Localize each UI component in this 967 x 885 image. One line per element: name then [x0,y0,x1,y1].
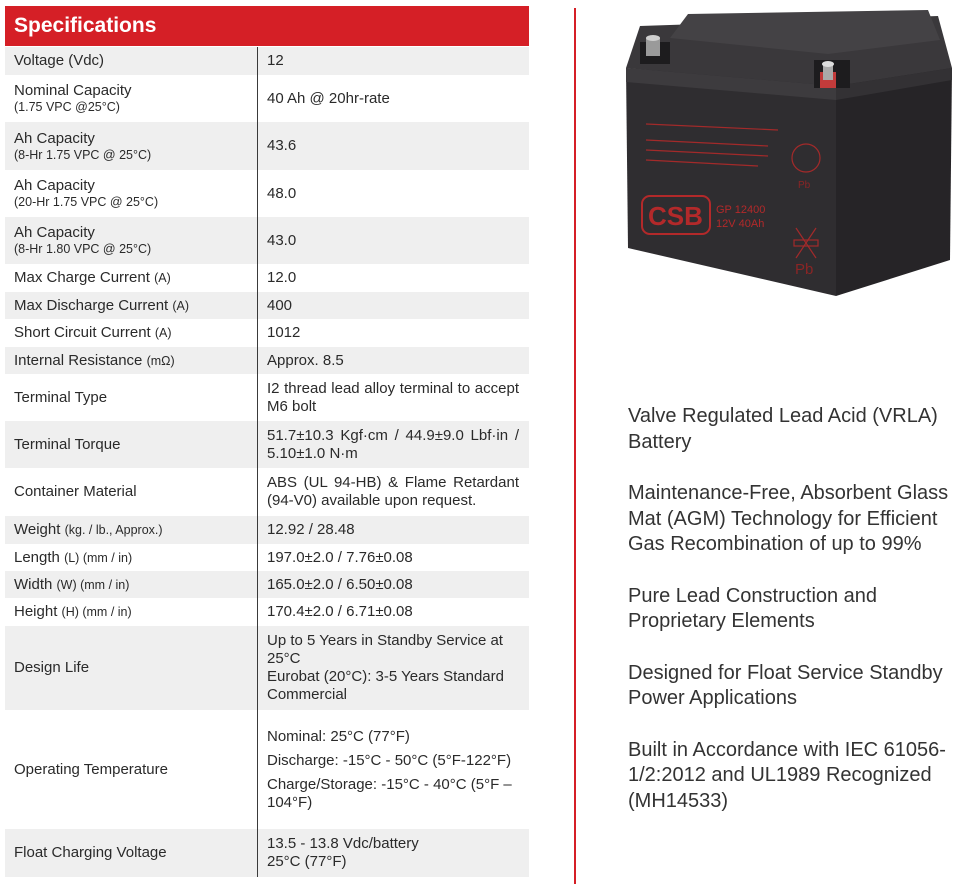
spec-row [5,374,529,421]
spec-row [5,421,529,468]
battery-image [618,8,958,298]
spec-row [5,626,529,710]
battery-model-text: GP 12400 [716,204,766,216]
spec-row [5,292,529,319]
spec-label [14,521,257,539]
spec-value: 40 Ah @ 20hr-rate [267,89,390,107]
spec-label-cell [5,544,257,571]
battery-side-face [836,68,952,296]
spec-value-cell [257,319,529,347]
spec-value-cell [257,626,529,710]
spec-label-text: Ah Capacity [14,177,95,194]
spec-label-cell [5,626,257,710]
spec-label-cell [5,374,257,421]
spec-row [5,516,529,544]
spec-value-cell [257,829,529,877]
spec-value-cell [257,516,529,544]
spec-label [14,761,257,779]
spec-label-text: Max Charge Current [14,269,150,286]
spec-value: 165.0±2.0 / 6.50±0.08 [267,575,413,593]
feature-list [628,404,958,840]
feature-item: Maintenance-Free, Absorbent Glass Mat (AGM) Technology for Efficient Gas Recombination of up to 99% [628,482,949,555]
spec-label [14,603,257,621]
spec-value: 1012 [267,324,301,341]
spec-label [14,269,257,287]
spec-label [14,130,257,148]
spec-row [5,710,529,829]
spec-value-cell [257,75,529,122]
spec-label-cell [5,75,257,122]
spec-row [5,122,529,170]
spec-label [14,659,257,677]
spec-label [14,483,257,501]
spec-label-text: Voltage (Vdc) [14,52,105,69]
spec-value: 12.92 / 28.48 [267,521,355,538]
spec-unit: (L) (mm / in) [64,550,133,565]
spec-value-cell [257,264,529,292]
spec-label [14,576,257,594]
spec-label-text: Width [14,575,53,593]
csb-logo-text: CSB [648,201,703,231]
vertical-divider [574,8,576,884]
spec-value: I2 thread lead alloy terminal to accept M6 bolt [267,379,519,415]
spec-unit: (A) [154,326,172,340]
spec-value: 197.0±2.0 / 7.76±0.08 [267,548,413,566]
spec-value-cell [257,571,529,598]
specifications-table [5,47,529,877]
battery-pb-large: Pb [795,261,814,278]
spec-value: 12 [267,52,284,69]
spec-label-text: Ah Capacity [14,129,95,147]
spec-value: 48.0 [267,184,297,202]
spec-sublabel: (1.75 VPC @25°C) [14,100,120,114]
spec-label [14,177,257,195]
spec-label-text: Terminal Torque [14,435,121,453]
spec-label-text: Height [14,603,58,620]
spec-label-text: Max Discharge Current [14,296,169,314]
spec-row [5,598,529,626]
spec-value: Discharge: -15°C - 50°C (5°F-122°F) [267,751,512,769]
spec-value: Approx. 8.5 [267,351,344,369]
spec-row [5,571,529,598]
spec-label-cell [5,468,257,516]
feature-item: Pure Lead Construction and Proprietary Elements [628,584,878,632]
specifications-header: Specifications [5,6,529,46]
spec-value: Up to 5 Years in Standby Service at 25°C [267,632,503,667]
spec-value: Charge/Storage: -15°C - 40°C (5°F – 104°F) [267,775,512,811]
spec-label [14,82,257,100]
feature-item: Designed for Float Service Standby Power Applications [628,661,943,709]
spec-row [5,47,529,75]
spec-value-cell [257,468,529,516]
spec-value-cell [257,170,529,217]
spec-label [14,389,257,407]
spec-label-cell [5,516,257,544]
spec-label-text: Container Material [14,483,137,500]
spec-row [5,829,529,877]
spec-row [5,468,529,516]
feature-item: Built in Accordance with IEC 61056-1/2:2012 and UL1989 Recognized (MH14533) [628,738,946,812]
battery-rating-text: 12V 40Ah [716,218,765,230]
spec-value: Eurobat (20°C): 3-5 Years Standard Commercial [267,668,504,703]
spec-label-cell [5,264,257,292]
spec-value: Nominal: 25°C (77°F) [267,727,410,745]
spec-value-cell [257,292,529,319]
spec-value-cell [257,47,529,75]
positive-terminal [820,61,836,88]
spec-label-text: Float Charging Voltage [14,844,167,861]
spec-label-text: Nominal Capacity [14,82,132,99]
spec-value-cell [257,598,529,626]
spec-value-cell [257,122,529,170]
spec-value: 400 [267,296,293,314]
spec-label-cell [5,47,257,75]
spec-label [14,436,257,454]
spec-label [14,52,257,70]
spec-row [5,217,529,264]
spec-label-cell [5,347,257,374]
spec-label-text: Weight [14,521,61,538]
spec-label-text: Internal Resistance [14,351,143,369]
spec-label [14,324,257,342]
spec-label [14,352,257,370]
spec-value: 43.6 [267,137,297,154]
spec-row [5,264,529,292]
spec-label-cell [5,571,257,598]
spec-label [14,297,257,315]
spec-unit: (W) (mm / in) [56,577,130,592]
spec-value: 13.5 - 13.8 Vdc/battery [267,835,419,852]
spec-label-text: Design Life [14,659,90,676]
spec-unit: (H) (mm / in) [61,605,132,619]
spec-label-cell [5,217,257,264]
spec-label [14,224,257,242]
feature-item: Valve Regulated Lead Acid (VRLA) Battery [628,405,938,453]
spec-label-text: Short Circuit Current [14,324,151,341]
csb-logo [642,196,710,234]
spec-unit: (A) [154,271,171,285]
spec-sublabel: (8-Hr 1.80 VPC @ 25°C) [14,242,152,256]
spec-unit: (kg. / lb., Approx.) [64,523,163,537]
spec-label [14,549,257,567]
spec-label-cell [5,319,257,347]
spec-label-cell [5,829,257,877]
spec-sublabel: (8-Hr 1.75 VPC @ 25°C) [14,147,152,162]
spec-value-cell [257,710,529,829]
spec-label-text: Length [14,548,60,566]
spec-row [5,347,529,374]
spec-label-cell [5,170,257,217]
spec-label-cell [5,421,257,468]
spec-sublabel: (20-Hr 1.75 VPC @ 25°C) [14,195,159,209]
spec-value: 25°C (77°F) [267,853,347,870]
spec-value: 170.4±2.0 / 6.71±0.08 [267,603,413,620]
spec-row [5,75,529,122]
spec-unit: (A) [172,298,190,313]
spec-value: 43.0 [267,231,297,249]
spec-label-cell [5,292,257,319]
spec-row [5,544,529,571]
spec-value: ABS (UL 94-HB) & Flame Retardant (94-V0) available upon request. [267,474,519,509]
spec-label-text: Operating Temperature [14,760,168,778]
spec-value-cell [257,421,529,468]
spec-label-cell [5,598,257,626]
spec-label-cell [5,710,257,829]
spec-value-cell [257,374,529,421]
negative-terminal [646,35,660,56]
spec-value-cell [257,217,529,264]
spec-label [14,844,257,862]
spec-value-cell [257,544,529,571]
spec-row [5,170,529,217]
spec-label-text: Terminal Type [14,388,108,406]
spec-value-cell [257,347,529,374]
battery-pb-small: Pb [798,180,811,191]
spec-value: 51.7±10.3 Kgf·cm / 44.9±9.0 Lbf·in / 5.10±1.0 N·m [267,426,519,462]
spec-row [5,319,529,347]
spec-label-text: Ah Capacity [14,224,95,241]
spec-value: 12.0 [267,269,297,286]
spec-label-cell [5,122,257,170]
spec-unit: (mΩ) [146,353,175,368]
